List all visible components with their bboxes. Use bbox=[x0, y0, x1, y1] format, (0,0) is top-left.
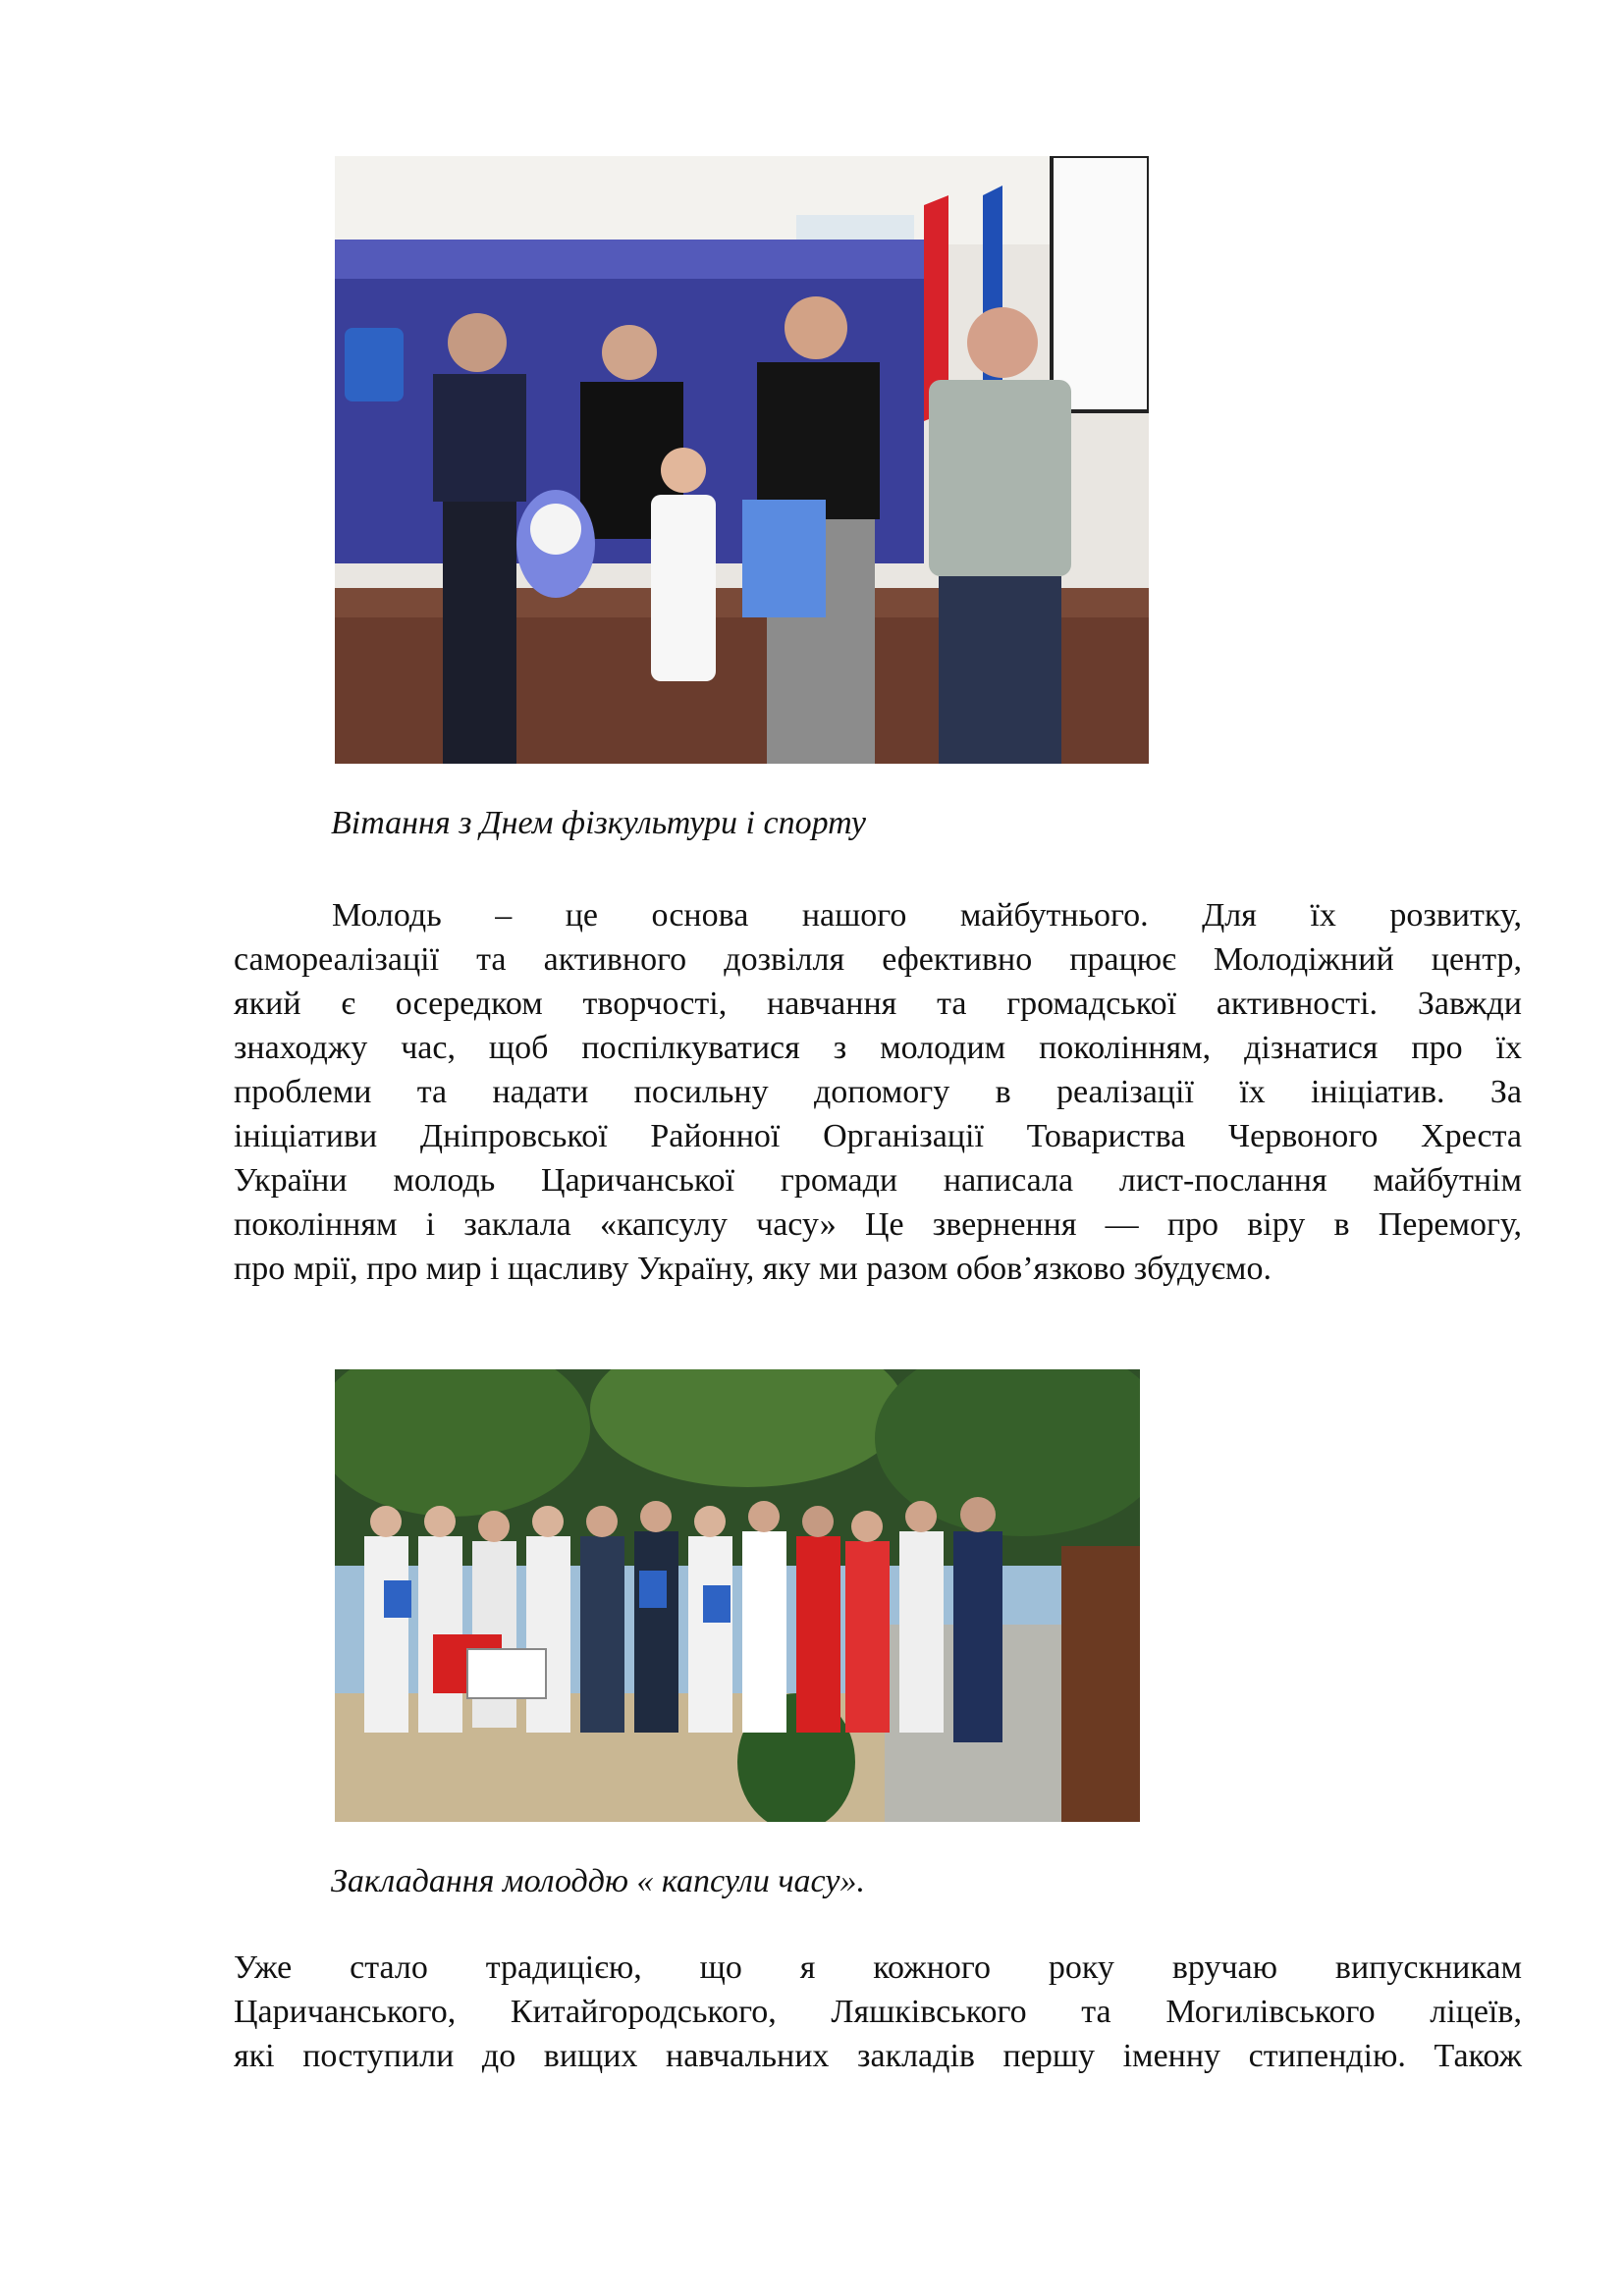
paragraph-line: знаходжу час, щоб поспілкуватися з молодим поколінням, дізнатися про їх bbox=[234, 1030, 1522, 1066]
paragraph-line: Молодь – це основа нашого майбутнього. Для їх розвитку, bbox=[332, 897, 1522, 934]
photo-caption: Вітання з Днем фізкультури і спорту bbox=[331, 805, 866, 841]
photo-greeting-sports-day bbox=[335, 156, 1149, 764]
photo-caption: Закладання молоддю « капсули часу». bbox=[331, 1863, 865, 1899]
paragraph-line: ініціативи Дніпровської Районної Організації Товариства Червоного Хреста bbox=[234, 1118, 1522, 1154]
paragraph-line: про мрії, про мир і щасливу Україну, яку ми разом обов’язково збудуємо. bbox=[234, 1251, 1272, 1287]
paragraph-scholarship bbox=[234, 1946, 1522, 2078]
photo-icon bbox=[335, 156, 1149, 764]
paragraph-line: який є осередком творчості, навчання та громадської активності. Завжди bbox=[234, 986, 1522, 1022]
paragraph-line: Уже стало традицією, що я кожного року вручаю випускникам bbox=[234, 1949, 1522, 1986]
paragraph-line: проблеми та надати посильну допомогу в реалізації їх ініціатив. За bbox=[234, 1074, 1522, 1110]
paragraph-line: Царичанського, Китайгородського, Ляшківського та Могилівського ліцеїв, bbox=[234, 1994, 1522, 2030]
paragraph-youth bbox=[234, 893, 1522, 1291]
photo-icon bbox=[335, 1369, 1140, 1822]
photo-time-capsule bbox=[335, 1369, 1140, 1822]
paragraph-line: які поступили до вищих навчальних закладів першу іменну стипендію. Також bbox=[234, 2038, 1522, 2074]
paragraph-line: самореалізації та активного дозвілля ефективно працює Молодіжний центр, bbox=[234, 941, 1522, 978]
paragraph-line: поколінням і заклала «капсулу часу» Це звернення — про віру в Перемогу, bbox=[234, 1206, 1522, 1243]
paragraph-line: України молодь Царичанської громади написала лист-послання майбутнім bbox=[234, 1162, 1522, 1199]
